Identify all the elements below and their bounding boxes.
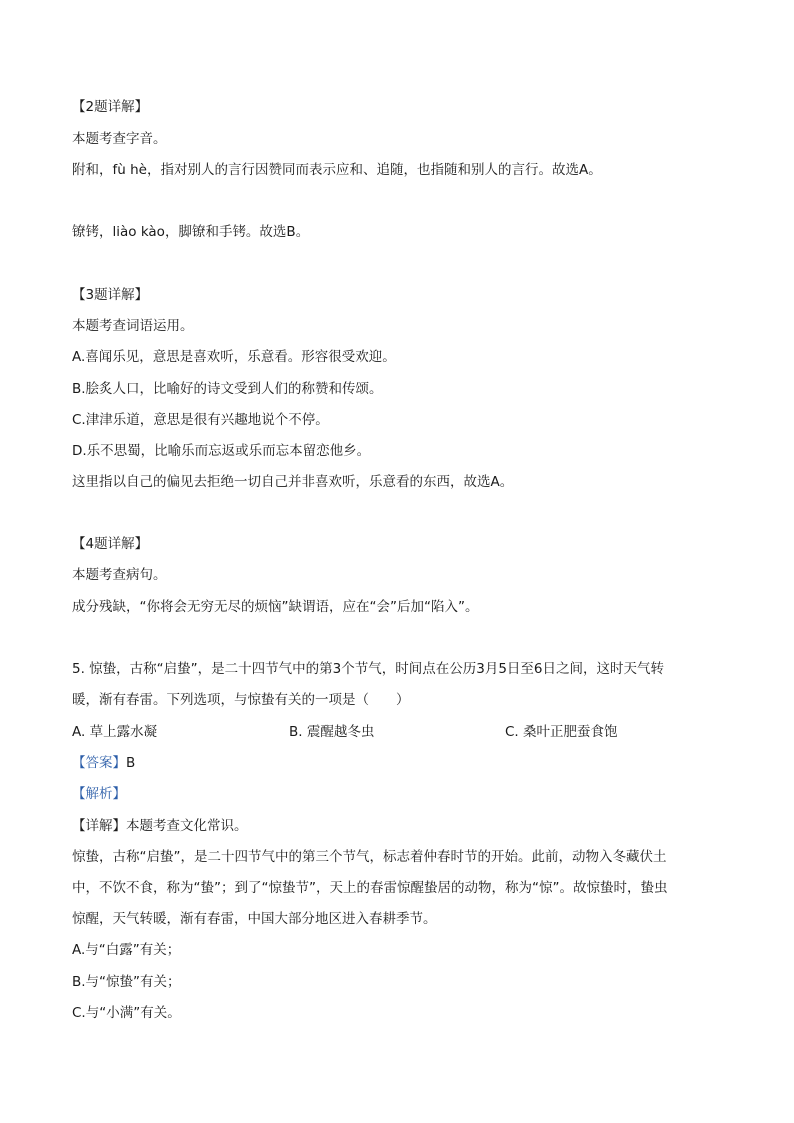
q5-option-a: A. 草上露水凝 <box>72 724 158 740</box>
q5-para3: 惊醒，天气转暖，渐有春雷，中国大部分地区进入春耕季节。 <box>72 911 437 927</box>
q2-intro: 本题考查字音。 <box>72 131 167 147</box>
q5-note-b: B.与“惊蛰”有关； <box>72 974 181 990</box>
q3-option-b: B.脍炙人口，比喻好的诗文受到人们的称赞和传颂。 <box>72 381 383 397</box>
q3-conclusion: 这里指以自己的偏见去拒绝一切自己并非喜欢听，乐意看的东西，故选A。 <box>72 474 514 490</box>
answer-label: 【答案】 <box>72 755 126 771</box>
q2-line1: 附和，fù hè，指对别人的言行因赞同而表示应和、追随，也指随和别人的言行。故选A。 <box>72 162 602 178</box>
q5-para1: 惊蛰，古称“启蛰”，是二十四节气中的第三个节气，标志着仲春时节的开始。此前，动物入冬藏伏土 <box>72 849 667 865</box>
q3-intro: 本题考查词语运用。 <box>72 318 194 334</box>
q5-para2: 中，不饮不食，称为“蛰”；到了“惊蛰节”，天上的春雷惊醒蛰居的动物，称为“惊”。故惊蛰时，蛰虫 <box>72 880 668 896</box>
q5-analysis-label: 【解析】 <box>72 786 126 802</box>
q5-option-c: C. 桑叶正肥蚕食饱 <box>505 724 618 740</box>
q5-note-c: C.与“小满”有关。 <box>72 1005 181 1021</box>
q4-line1: 成分残缺，“你将会无穷无尽的烦恼”缺谓语，应在“会”后加“陷入”。 <box>72 599 479 615</box>
q3-option-d: D.乐不思蜀，比喻乐而忘返或乐而忘本留恋他乡。 <box>72 443 371 459</box>
answer-value: B <box>126 755 136 771</box>
q5-note-a: A.与“白露”有关； <box>72 942 181 958</box>
q5-stem-line1: 5. 惊蛰，古称“启蛰”，是二十四节气中的第3个节气，时间点在公历3月5日至6日之间，这时天气转 <box>72 661 665 677</box>
q3-heading: 【3题详解】 <box>72 287 149 303</box>
q3-option-a: A.喜闻乐见，意思是喜欢听，乐意看。形容很受欢迎。 <box>72 349 396 365</box>
q2-line2: 镣铐，liào kào，脚镣和手铐。故选B。 <box>72 224 310 240</box>
q5-detail: 【详解】本题考查文化常识。 <box>72 818 248 834</box>
q5-stem-line2: 暖，渐有春雷。下列选项，与惊蛰有关的一项是（ ） <box>72 692 410 708</box>
q2-heading: 【2题详解】 <box>72 99 149 115</box>
q3-option-c: C.津津乐道，意思是很有兴趣地说个不停。 <box>72 412 329 428</box>
q4-intro: 本题考查病句。 <box>72 567 167 583</box>
q4-heading: 【4题详解】 <box>72 536 149 552</box>
q5-answer <box>72 754 135 772</box>
q5-option-b: B. 震醒越冬虫 <box>289 724 375 740</box>
